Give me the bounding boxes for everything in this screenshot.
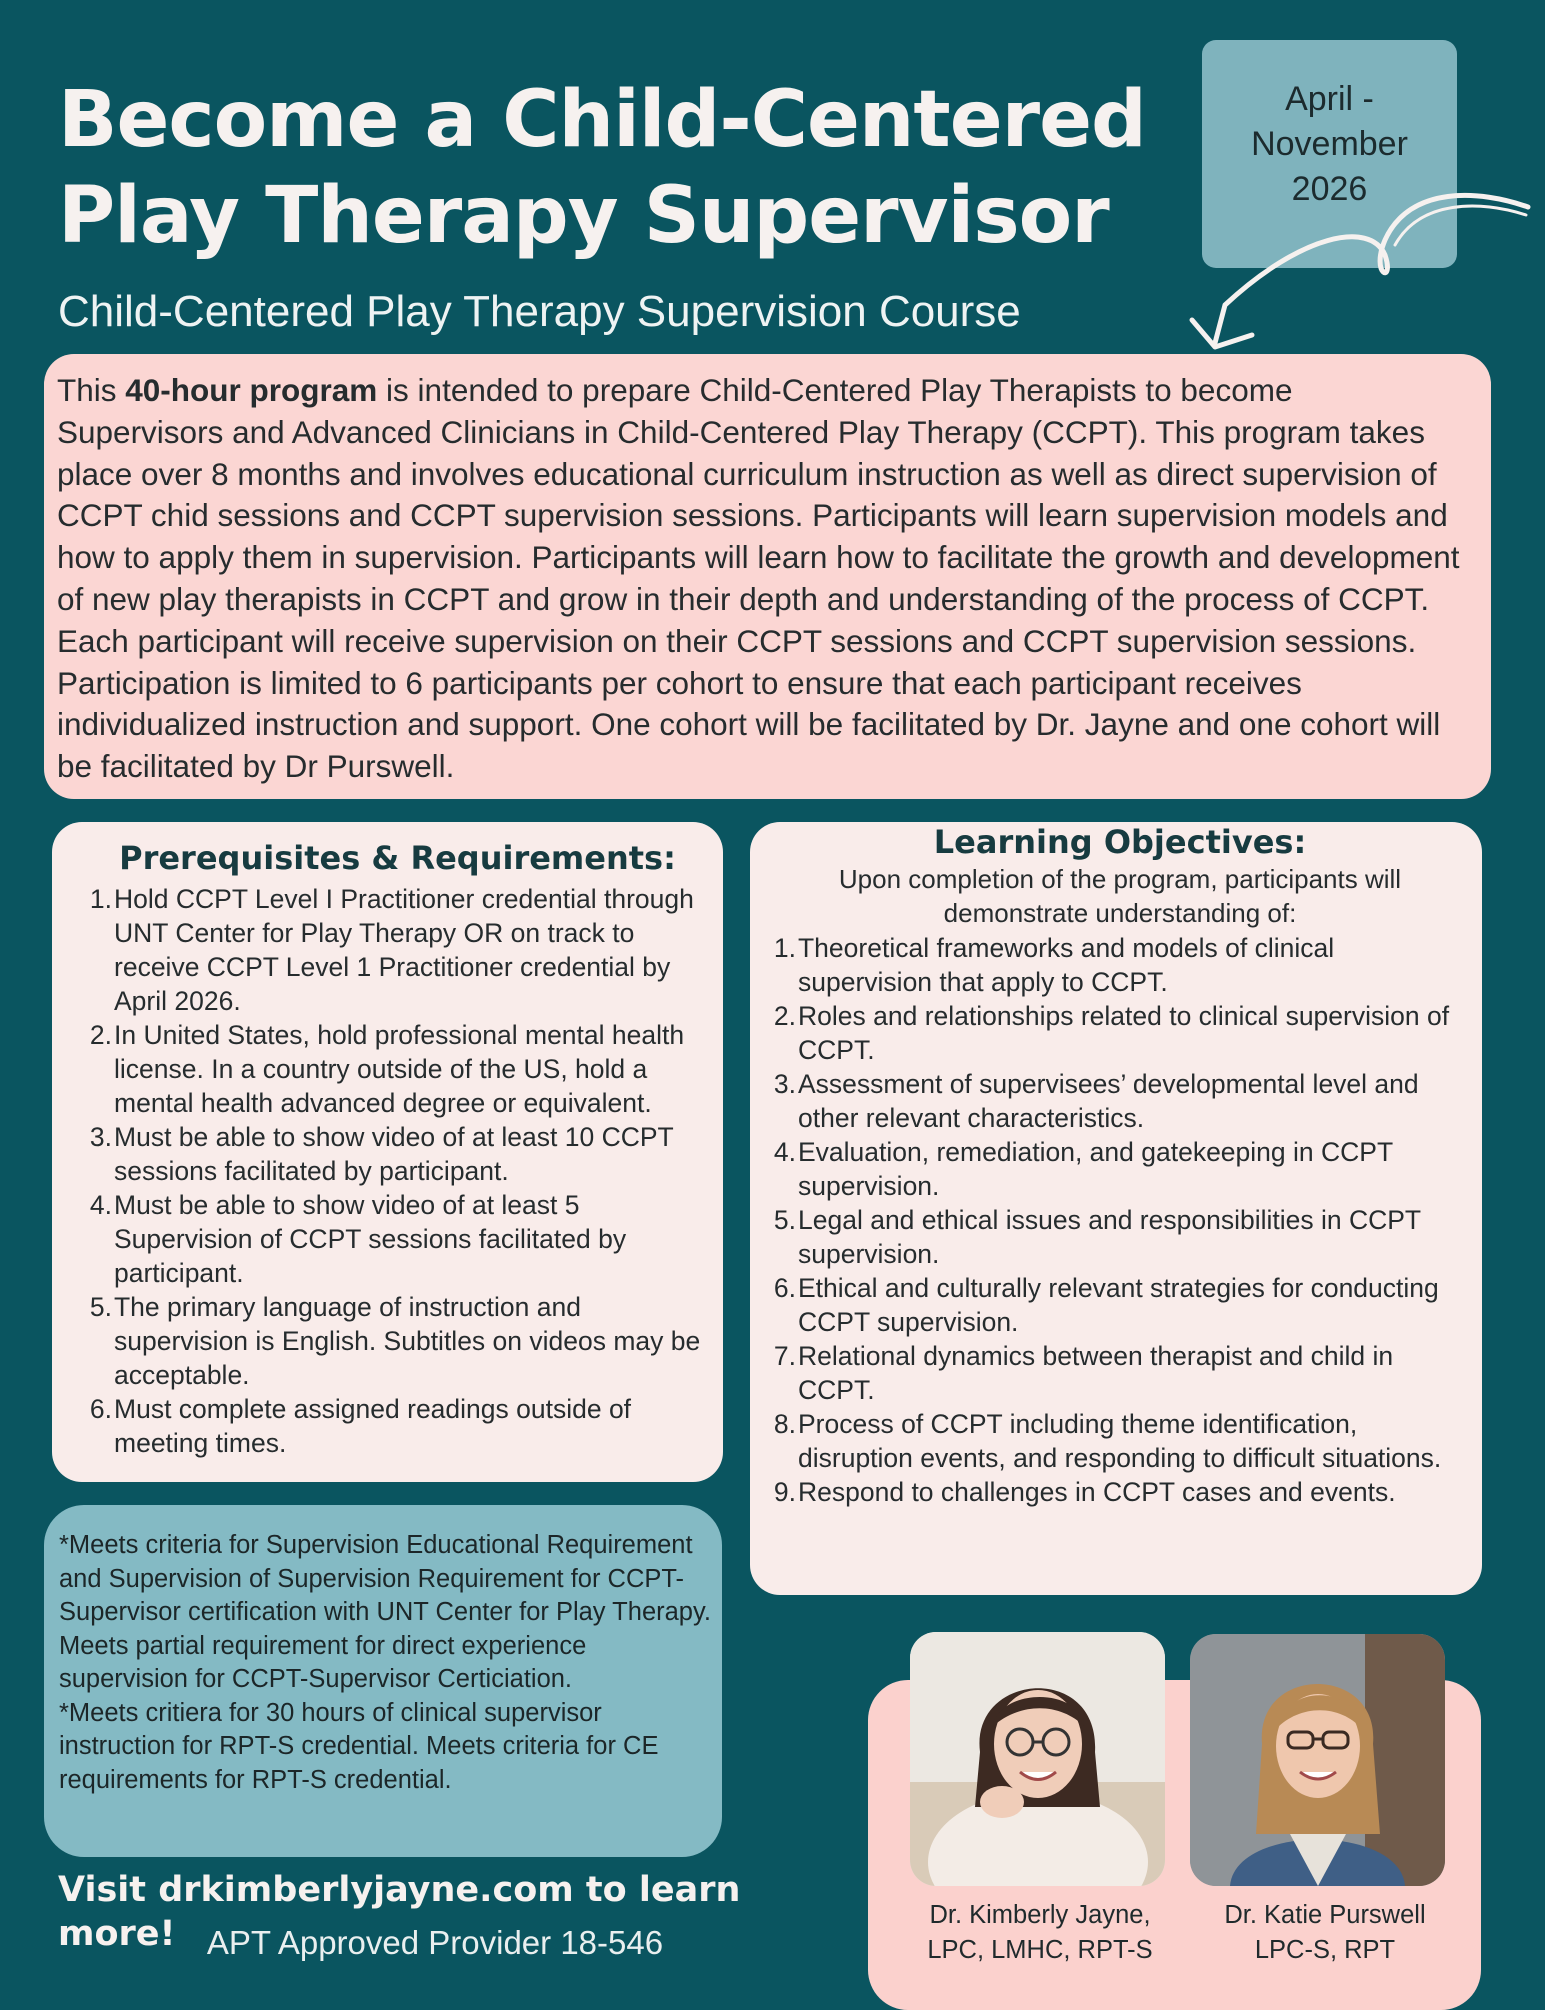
item-text: Hold CCPT Level I Practitioner credential through UNT Center for Play Therapy OR on track to receive CCPT Level 1 Practitioner credential by April 2026. bbox=[114, 884, 694, 1016]
provider-number: APT Approved Provider 18-546 bbox=[206, 1924, 664, 1961]
list-item bbox=[82, 1188, 713, 1290]
item-text: Process of CCPT including theme identification, disruption events, and responding to difficult situations. bbox=[798, 1409, 1442, 1473]
item-text: In United States, hold professional mental health license. In a country outside of the US, hold a mental health advanced degree or equivalent. bbox=[114, 1020, 685, 1118]
item-number: 9. bbox=[773, 1477, 796, 1507]
item-number: 4. bbox=[773, 1137, 796, 1167]
list-item bbox=[770, 1339, 1470, 1407]
item-text: Must be able to show video of at least 10 CCPT sessions facilitated by participant. bbox=[114, 1122, 674, 1186]
list-item bbox=[770, 1475, 1470, 1509]
item-number: 8. bbox=[773, 1409, 796, 1439]
item-text: Legal and ethical issues and responsibilities in CCPT supervision. bbox=[798, 1205, 1421, 1269]
photo-kimberly-jayne bbox=[910, 1632, 1165, 1886]
list-item bbox=[82, 1290, 713, 1392]
objectives-lead: Upon completion of the program, participants will demonstrate understanding of: bbox=[838, 864, 1402, 928]
portrait-icon bbox=[910, 1632, 1165, 1886]
facilitator-credentials: LPC-S, RPT bbox=[1254, 1936, 1396, 1964]
program-description bbox=[44, 354, 1491, 799]
facilitator-name: Dr. Kimberly Jayne, bbox=[929, 1901, 1151, 1929]
facilitator-name: Dr. Katie Purswell bbox=[1224, 1901, 1426, 1929]
page-title bbox=[58, 72, 1178, 264]
caption-katie-purswell bbox=[1180, 1898, 1470, 1968]
portrait-icon bbox=[1190, 1634, 1445, 1886]
website-callout: Visit drkimberlyjayne.com to learn more! bbox=[58, 1870, 741, 1954]
objectives-heading: Learning Objectives: bbox=[933, 823, 1307, 861]
item-text: Assessment of supervisees’ developmental level and other relevant characteristics. bbox=[798, 1069, 1419, 1133]
list-item bbox=[82, 1392, 713, 1460]
intro-lead: This bbox=[57, 372, 126, 408]
item-number: 4. bbox=[89, 1190, 112, 1220]
list-item bbox=[770, 1203, 1470, 1271]
list-item bbox=[770, 999, 1470, 1067]
list-item bbox=[82, 1018, 713, 1120]
prerequisites-list bbox=[82, 882, 713, 1460]
item-number: 6. bbox=[773, 1273, 796, 1303]
list-item bbox=[82, 1120, 713, 1188]
list-item bbox=[770, 931, 1470, 999]
item-text: Must be able to show video of at least 5 Supervision of CCPT sessions facilitated by participant. bbox=[114, 1190, 627, 1288]
list-item bbox=[770, 1135, 1470, 1203]
item-text: Ethical and culturally relevant strategies for conducting CCPT supervision. bbox=[798, 1273, 1439, 1337]
prerequisites-heading: Prerequisites & Requirements: bbox=[119, 839, 676, 877]
prerequisites-card bbox=[52, 822, 723, 1482]
item-text: Evaluation, remediation, and gatekeeping in CCPT supervision. bbox=[798, 1137, 1393, 1201]
item-number: 6. bbox=[89, 1394, 112, 1424]
learning-objectives-card bbox=[750, 822, 1482, 1595]
criteria-paragraph-1: *Meets criteria for Supervision Educational Requirement and Supervision of Supervision Requirement for CCPT-Supervisor certification with UNT Center for Play Therapy. Meets partial requirement for direct experience supervision for CCPT-Supervisor Certiciation. bbox=[59, 1531, 711, 1693]
item-text: Theoretical frameworks and models of clinical supervision that apply to CCPT. bbox=[798, 933, 1335, 997]
criteria-paragraph-2: *Meets critiera for 30 hours of clinical supervisor instruction for RPT-S credential. Meets criteria for CE requirements for RPT-S credential. bbox=[59, 1698, 659, 1794]
caption-kimberly-jayne bbox=[890, 1898, 1190, 1968]
item-number: 5. bbox=[89, 1292, 112, 1322]
facilitator-credentials: LPC, LMHC, RPT-S bbox=[927, 1936, 1153, 1964]
intro-body: is intended to prepare Child-Centered Play Therapists to become Supervisors and Advanced Clinicians in Child-Centered Play Therapy (CCPT). This program takes place over 8 months and involves educational curriculum instruction as well as direct supervision of CCPT chid sessions and CCPT supervision sessions. Participants will learn supervision models and how to apply them in supervision. Participants will learn how to facilitate the growth and development of new play therapists in CCPT and grow in their depth and understanding of the process of CCPT. Each participant will receive supervision on their CCPT sessions and CCPT supervision sessions. Participation is limited to 6 participants per cohort to ensure that each participant receives individualized instruction and support. One cohort will be facilitated by Dr. Jayne and one cohort will be facilitated by Dr Purswell. bbox=[57, 372, 1460, 785]
date-line-3: 2026 bbox=[1291, 169, 1368, 208]
date-line-2: November bbox=[1251, 124, 1408, 163]
item-text: The primary language of instruction and supervision is English. Subtitles on videos may be acceptable. bbox=[114, 1292, 701, 1390]
item-number: 7. bbox=[773, 1341, 796, 1371]
date-line-1: April - bbox=[1285, 79, 1374, 118]
objectives-list bbox=[770, 931, 1470, 1509]
photo-katie-purswell bbox=[1190, 1634, 1445, 1886]
list-item bbox=[770, 1407, 1470, 1475]
title-line-1: Become a Child-Centered bbox=[58, 75, 1146, 165]
item-number: 3. bbox=[773, 1069, 796, 1099]
item-number: 1. bbox=[89, 884, 112, 914]
item-number: 2. bbox=[773, 1001, 796, 1031]
list-item bbox=[770, 1271, 1470, 1339]
list-item bbox=[770, 1067, 1470, 1135]
item-text: Must complete assigned readings outside of meeting times. bbox=[114, 1394, 632, 1458]
curved-arrow-icon bbox=[1180, 185, 1545, 375]
item-number: 5. bbox=[773, 1205, 796, 1235]
title-line-2: Play Therapy Supervisor bbox=[58, 171, 1109, 261]
page-subtitle: Child-Centered Play Therapy Supervision Course bbox=[58, 287, 1021, 336]
list-item bbox=[82, 882, 713, 1018]
item-text: Respond to challenges in CCPT cases and events. bbox=[798, 1477, 1396, 1507]
credential-criteria-note bbox=[44, 1505, 722, 1857]
item-text: Roles and relationships related to clinical supervision of CCPT. bbox=[798, 1001, 1450, 1065]
intro-highlight: 40-hour program bbox=[125, 372, 378, 408]
item-number: 3. bbox=[89, 1122, 112, 1152]
item-number: 1. bbox=[773, 933, 796, 963]
item-text: Relational dynamics between therapist and child in CCPT. bbox=[798, 1341, 1394, 1405]
item-number: 2. bbox=[89, 1020, 112, 1050]
